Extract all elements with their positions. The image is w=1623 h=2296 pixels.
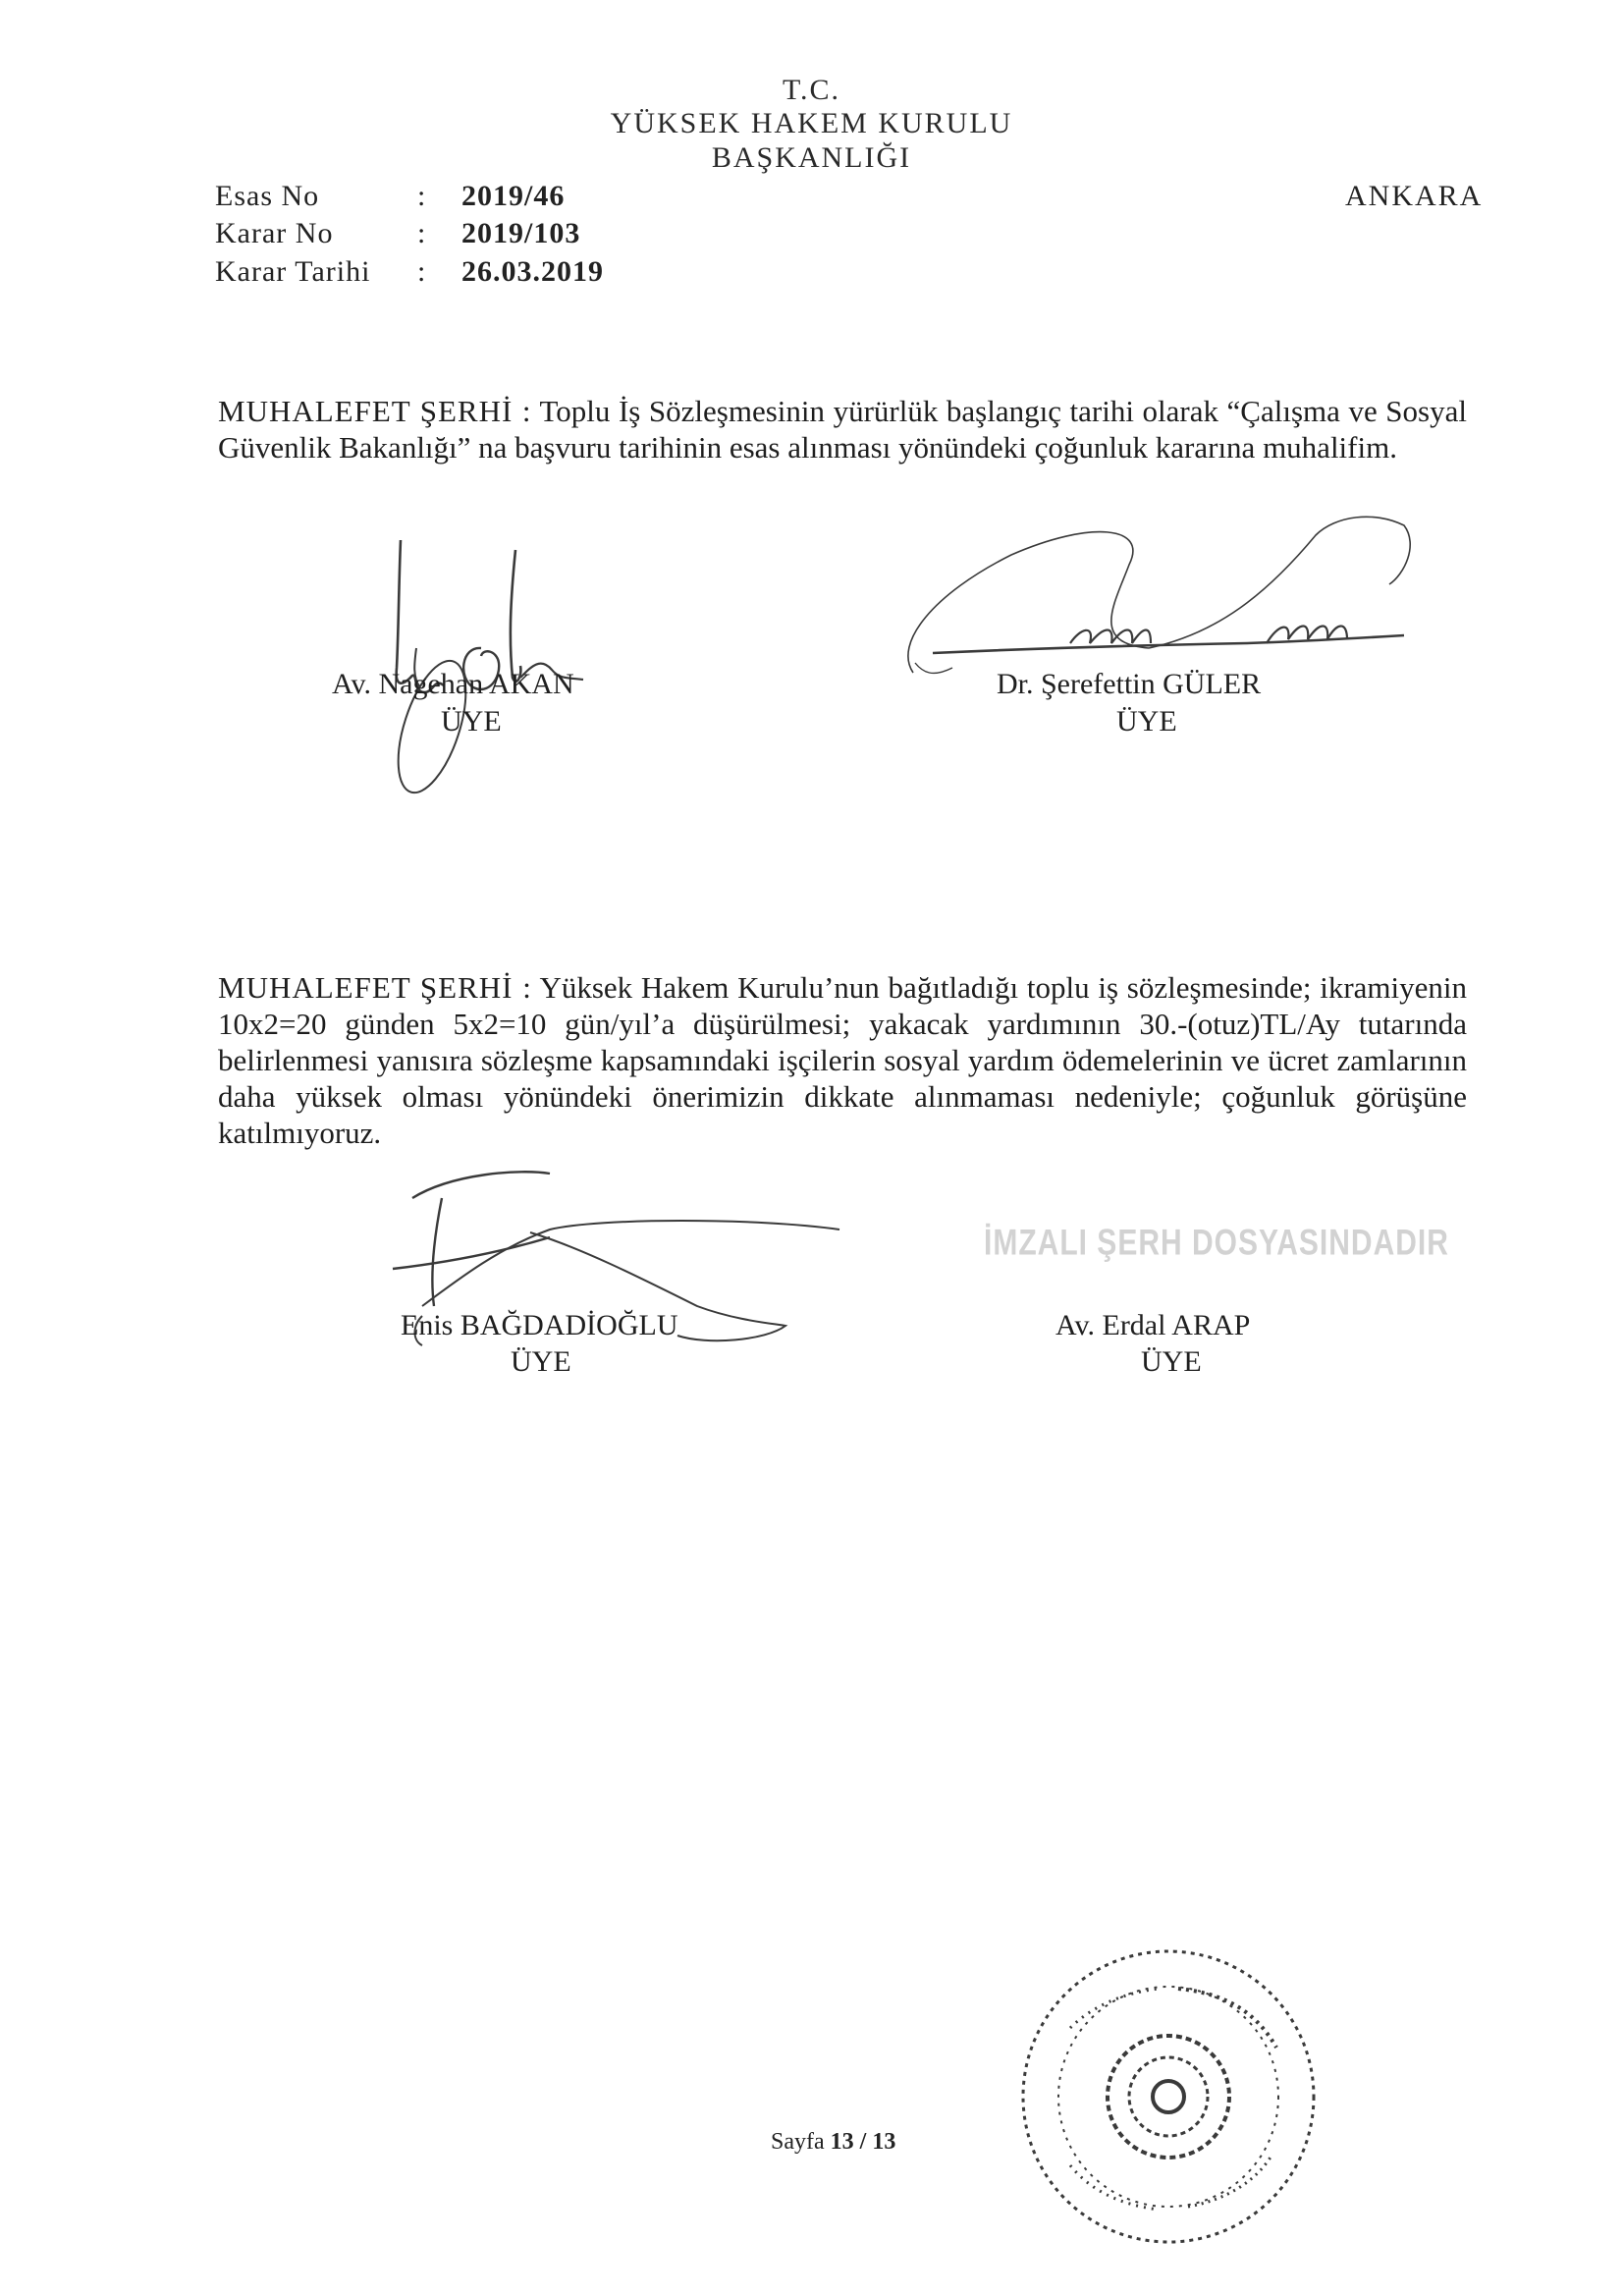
signatory-role-bagdadioglu: ÜYE: [511, 1345, 571, 1378]
meta-colon-esas: :: [417, 180, 426, 212]
signatory-role-guler: ÜYE: [1116, 705, 1177, 738]
filed-signature-stamp: İMZALI ŞERH DOSYASINDADIR: [984, 1223, 1449, 1264]
page-number: [771, 2129, 895, 2156]
signatory-name-bagdadioglu: Enis BAĞDADİOĞLU: [401, 1309, 678, 1341]
meta-label-karar: Karar No: [215, 217, 334, 249]
meta-label-esas: Esas No: [215, 180, 320, 212]
signatory-role-arap: ÜYE: [1141, 1345, 1202, 1378]
official-seal-icon: [1011, 1940, 1325, 2254]
meta-value-karar: 2019/103: [461, 217, 581, 249]
meta-colon-karar-tarihi: :: [417, 255, 426, 288]
dissent-label-1: MUHALEFET ŞERHİ :: [218, 394, 532, 428]
header-city: ANKARA: [1345, 180, 1484, 212]
signatory-role-akan: ÜYE: [441, 705, 502, 738]
meta-value-karar-tarihi: 26.03.2019: [461, 255, 604, 288]
dissent-label-2: MUHALEFET ŞERHİ :: [218, 970, 532, 1005]
page-total: 13: [872, 2129, 896, 2155]
dissent-paragraph-1: [218, 393, 1467, 465]
meta-label-karar-tarihi: Karar Tarihi: [215, 255, 371, 288]
page-prefix: Sayfa: [771, 2129, 825, 2155]
dissent-paragraph-2: [218, 969, 1467, 1151]
dissent-text-2: Yüksek Hakem Kurulu’nun bağıtladığı toplu iş sözleşmesinde; ikramiyenin 10x2=20 günden 5x2=10 gün/yıl’a düşürülmesi; yakacak yardımının 30.-(otuz)TL/Ay tutarında belirlenmesi yanısıra sözleşme kapsamındaki işçilerin sosyal yardım ödemelerinin ve ücret zamlarının daha yüksek olması yönündeki önerimizin dikkate alınmaması nedeniyle; çoğunluk görüşüne katılmıyoruz.: [218, 970, 1467, 1150]
header-institution: YÜKSEK HAKEM KURULU: [610, 107, 1013, 139]
page-separator: /: [859, 2129, 867, 2155]
signatory-name-akan: Av. Nagehan AKAN: [332, 668, 574, 700]
meta-value-esas: 2019/46: [461, 180, 566, 212]
signatory-name-arap: Av. Erdal ARAP: [1055, 1309, 1251, 1341]
signatory-name-guler: Dr. Şerefettin GÜLER: [997, 668, 1262, 700]
meta-colon-karar: :: [417, 217, 426, 249]
header-presidency: BAŞKANLIĞI: [711, 141, 912, 174]
page-current: 13: [830, 2129, 854, 2155]
dissent-text-1: Toplu İş Sözleşmesinin yürürlük başlangıç tarihi olarak “Çalışma ve Sosyal Güvenlik Bakanlığı” na başvuru tarihinin esas alınması yönündeki çoğunluk kararına muhalifim.: [218, 394, 1467, 465]
header-tc: T.C.: [782, 74, 841, 106]
